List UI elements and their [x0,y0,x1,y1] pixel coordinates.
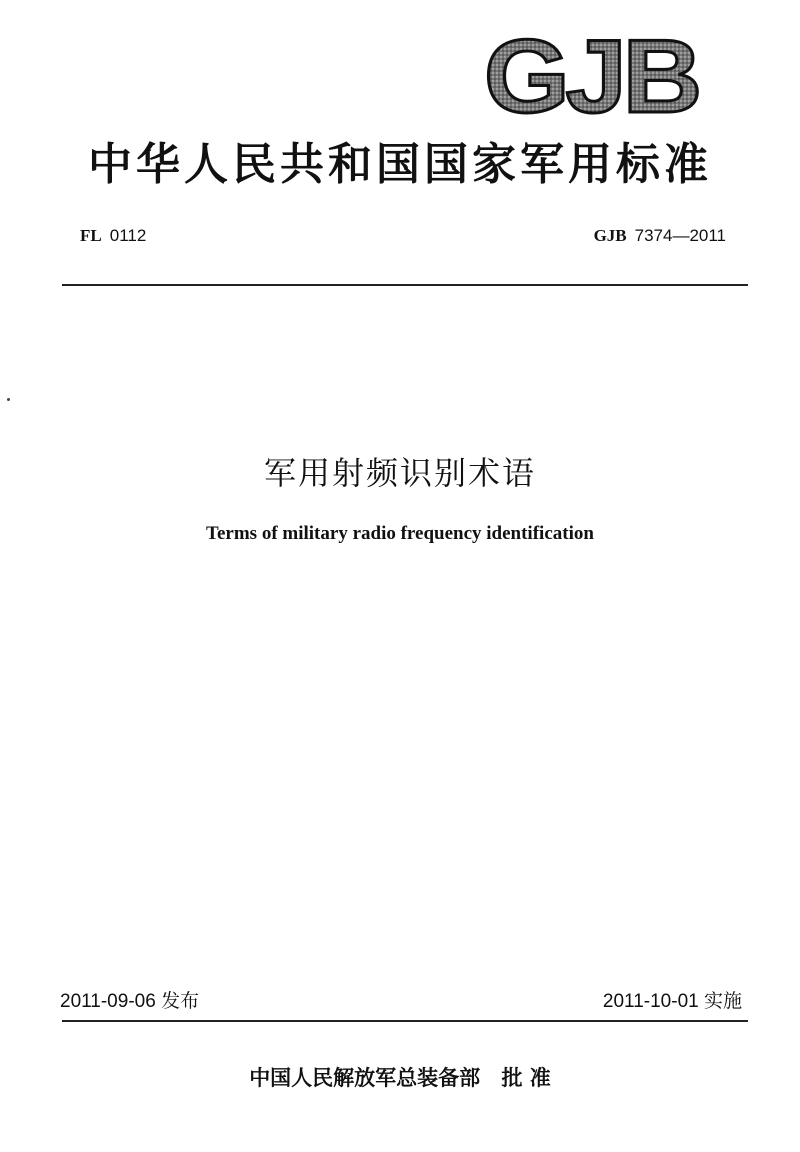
standard-title: 中华人民共和国国家军用标准 [88,139,712,190]
approver [0,1062,800,1092]
approver-action: 批 准 [501,1066,551,1090]
classification-prefix: FL [80,226,102,245]
issue-date [60,986,199,1013]
standard-number-value: 7374—2011 [634,226,726,245]
issue-label: 发布 [161,991,200,1012]
standard-number [594,226,726,246]
implementation-label: 实施 [703,991,742,1012]
classification-number: 0112 [109,226,147,245]
document-title-cn: 军用射频识别术语 [263,454,536,492]
standard-number-prefix: GJB [593,226,627,245]
footer-divider [62,1020,748,1022]
approver-org: 中国人民解放军总装备部 [249,1066,481,1090]
implementation-date-value: 2011-10-01 [602,991,699,1012]
gjb-logo [480,28,702,120]
implementation-date [603,986,742,1013]
classification-code [80,226,146,246]
page-speck [7,398,10,401]
document-title-en: Terms of military radio frequency identification [206,523,594,544]
header-divider [62,284,748,286]
issue-date-value: 2011-09-06 [60,991,156,1012]
logo-text: GJB [484,28,698,120]
